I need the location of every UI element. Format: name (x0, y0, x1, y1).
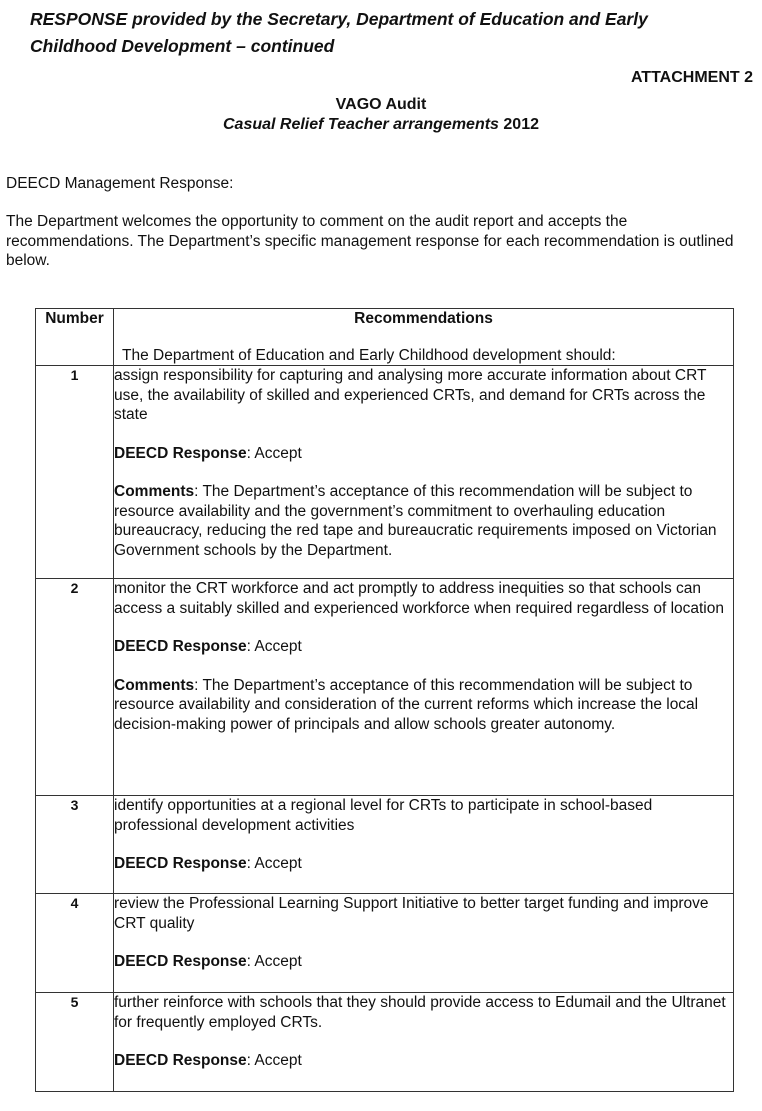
column-header-recommendations (114, 309, 734, 366)
table-row (36, 579, 734, 796)
row-number: 3 (36, 796, 114, 894)
recommendation-cell (114, 366, 734, 579)
recommendation-text: assign responsibility for capturing and analysing more accurate information about CRT use, the availability of skilled and experienced CRTs, and demand for CRTs across the state (114, 367, 707, 423)
attachment-label: ATTACHMENT 2 (630, 69, 753, 86)
recommendation-cell (114, 796, 734, 894)
response-value: : Accept (246, 638, 302, 655)
title-line-1: VAGO Audit (335, 96, 427, 113)
response-value: : Accept (246, 855, 302, 872)
recommendation-cell (114, 579, 734, 796)
recommendation-text: identify opportunities at a regional level for CRTs to participate in school-based professional development activities (114, 797, 653, 834)
response-label: DEECD Response (114, 1052, 247, 1069)
comments (114, 676, 733, 735)
deecd-response (114, 637, 733, 657)
deecd-response (114, 444, 733, 464)
recommendation-text: monitor the CRT workforce and act promptly to address inequities so that schools can access a suitably skilled and experienced workforce when required regardless of location (114, 580, 724, 617)
response-value: : Accept (246, 444, 302, 462)
response-label: DEECD Response (114, 953, 247, 970)
response-value: : Accept (246, 1052, 302, 1069)
table-row (36, 796, 734, 894)
deecd-response (114, 952, 733, 972)
column-header-number: Number (36, 309, 114, 366)
title-block (0, 95, 762, 135)
intro-paragraph: The Department welcomes the opportunity to comment on the audit report and accepts the recommendations. The Department’s specific management response for each recommendation is outlined below. (6, 213, 734, 269)
comments-label: Comments (114, 676, 195, 694)
table-row (36, 894, 734, 993)
recommendation-text: further reinforce with schools that they should provide access to Edumail and the Ultranet for frequently employed CRTs. (114, 994, 726, 1031)
table-preamble: The Department of Education and Early Childhood development should: (122, 346, 616, 364)
row-number: 1 (36, 366, 114, 579)
comments-label: Comments (114, 483, 195, 500)
table-header-row (36, 309, 734, 366)
response-label: DEECD Response (114, 444, 247, 462)
table-row (36, 993, 734, 1092)
deecd-response (114, 1051, 733, 1071)
deecd-response (114, 854, 733, 874)
table-row (36, 366, 734, 579)
comments (114, 482, 733, 560)
title-year: 2012 (498, 116, 539, 133)
recommendation-text: review the Professional Learning Support Initiative to better target funding and improve CRT quality (114, 895, 709, 932)
recommendations-table (35, 308, 734, 1092)
recommendation-cell (114, 993, 734, 1092)
row-number: 4 (36, 894, 114, 993)
recommendations-heading: Recommendations (354, 310, 493, 327)
header-line-1: RESPONSE provided by the Secretary, Department of Education and Early (30, 9, 648, 29)
response-label: DEECD Response (114, 855, 247, 872)
comments-text: : The Department’s acceptance of this recommendation will be subject to resource availability and consideration of the current reforms which increase the local decision-making power of principals and allow schools greater autonomy. (114, 676, 699, 733)
management-response-label: DEECD Management Response: (6, 175, 234, 192)
document-header (30, 6, 730, 60)
recommendation-cell (114, 894, 734, 993)
header-line-2: Childhood Development – continued (30, 36, 335, 56)
response-label: DEECD Response (114, 638, 247, 655)
title-line-2 (0, 115, 762, 135)
row-number: 2 (36, 579, 114, 796)
row-number: 5 (36, 993, 114, 1092)
comments-text: : The Department’s acceptance of this recommendation will be subject to resource availability and the government’s commitment to overhauling education bureaucracy, reducing the red tape and bureaucratic requirements imposed on Victorian Government schools by the Department. (114, 483, 717, 559)
title-italic: Casual Relief Teacher arrangements (222, 116, 499, 133)
response-value: : Accept (246, 953, 302, 970)
